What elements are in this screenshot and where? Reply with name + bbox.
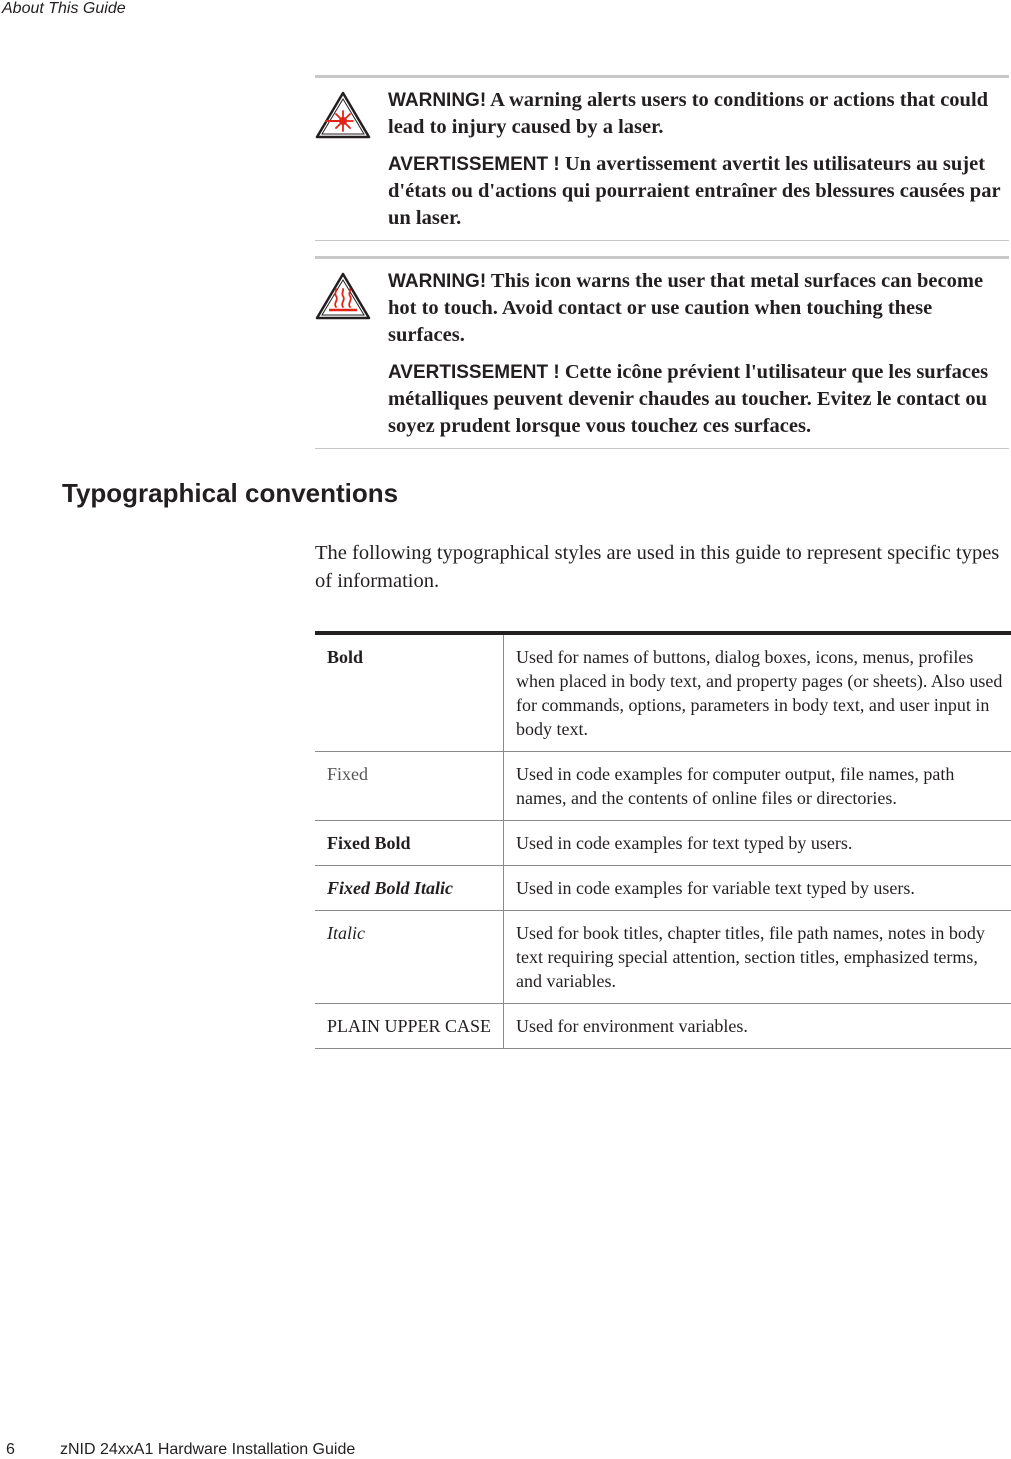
- warning-text-fr: [388, 151, 1005, 232]
- convention-term: Fixed Bold Italic: [315, 866, 504, 911]
- warning-keyword: WARNING!: [388, 271, 487, 292]
- warning-keyword-fr: AVERTISSEMENT !: [388, 362, 560, 383]
- convention-term: PLAIN UPPER CASE: [315, 1004, 504, 1049]
- table-row: [315, 866, 1011, 911]
- table-row: [315, 752, 1011, 821]
- convention-term: Bold: [315, 633, 504, 752]
- document-title: zNID 24xxA1 Hardware Installation Guide: [60, 1441, 356, 1458]
- table-row: [315, 821, 1011, 866]
- convention-description: Used in code examples for variable text typed by users.: [504, 866, 1011, 911]
- warning-keyword-fr: AVERTISSEMENT !: [388, 154, 560, 175]
- warning-message-fr: Un avertissement avertit les utilisateurs au sujet d'états ou d'actions qui pourraient entraîner des blessures causées par un laser.: [388, 153, 1001, 229]
- conventions-table: [315, 631, 1011, 1049]
- convention-description: Used for book titles, chapter titles, file path names, notes in body text requiring special attention, section titles, emphasized terms, and variables.: [504, 911, 1011, 1004]
- laser-warning-notice: [315, 75, 1009, 241]
- hot-surface-warning-notice: [315, 256, 1009, 449]
- convention-description: Used for environment variables.: [504, 1004, 1011, 1049]
- warning-message: A warning alerts users to conditions or actions that could lead to injury caused by a laser.: [388, 89, 989, 138]
- hot-surface-warning-icon: [315, 271, 371, 321]
- warning-message: This icon warns the user that metal surfaces can become hot to touch. Avoid contact or use caution when touching these surfaces.: [388, 270, 984, 346]
- laser-warning-icon: [315, 90, 371, 140]
- warning-text-en: [388, 87, 1005, 141]
- table-row: [315, 911, 1011, 1004]
- table-row: [315, 633, 1011, 752]
- section-intro: The following typographical styles are used in this guide to represent specific types of information.: [315, 542, 1000, 592]
- convention-description: Used in code examples for computer output, file names, path names, and the contents of online files or directories.: [504, 752, 1011, 821]
- running-header: About This Guide: [2, 0, 126, 17]
- table-row: [315, 1004, 1011, 1049]
- convention-description: Used for names of buttons, dialog boxes, icons, menus, profiles when placed in body text, and property pages (or sheets). Also used for commands, options, parameters in body text, and user input in body text.: [504, 633, 1011, 752]
- warning-message-fr: Cette icône prévient l'utilisateur que les surfaces métalliques peuvent devenir chaudes au toucher. Evitez le contact ou soyez prudent lorsque vous touchez ces surfaces.: [388, 361, 989, 437]
- section-title: Typographical conventions: [62, 478, 399, 508]
- convention-description: Used in code examples for text typed by users.: [504, 821, 1011, 866]
- convention-term: Fixed Bold: [315, 821, 504, 866]
- convention-term: Italic: [315, 911, 504, 1004]
- convention-term: Fixed: [315, 752, 504, 821]
- warning-text-en: [388, 268, 1005, 349]
- page-number: 6: [6, 1441, 15, 1458]
- warning-keyword: WARNING!: [388, 90, 487, 111]
- warning-text-fr: [388, 359, 1005, 440]
